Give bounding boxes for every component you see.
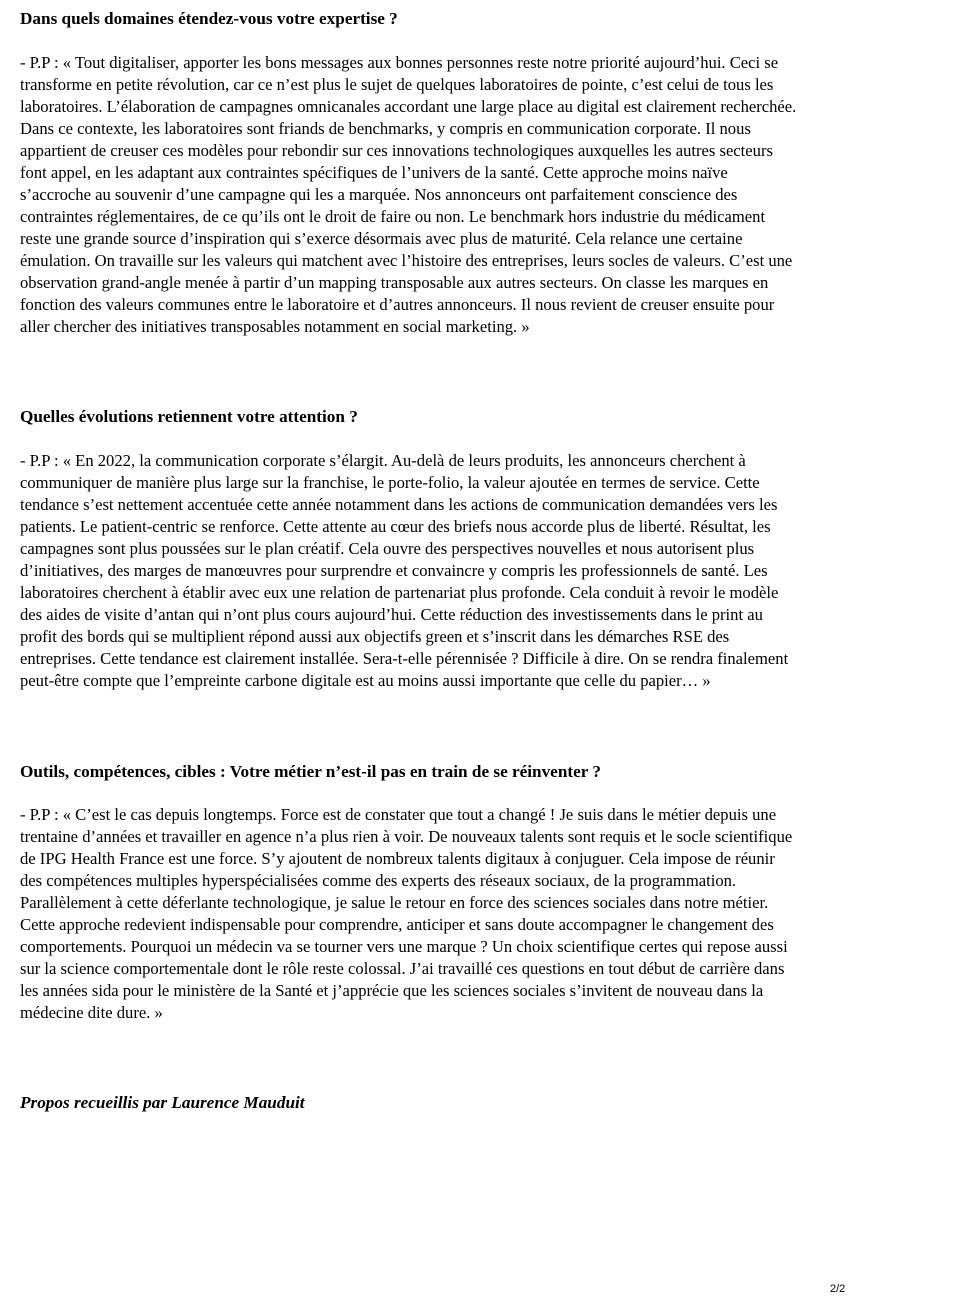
interview-byline: Propos recueillis par Laurence Mauduit [20, 1093, 305, 1112]
answer-1-line-5: appartient de creuser ces modèles pour rebondir sur ces innovations technologiques auxquelles les autres secteurs [20, 141, 773, 160]
question-heading-1: Dans quels domaines étendez-vous votre expertise ? [20, 9, 398, 28]
answer-2-line-5: campagnes sont plus poussées sur le plan créatif. Cela ouvre des perspectives nouvelles et nous autorisent plus [20, 539, 755, 558]
answer-3-line-8: sur la science comportementale dont le rôle reste colossal. J’ai travaillé ces questions en tout début de carrière dans [20, 959, 785, 978]
answer-paragraph-1 [20, 52, 942, 338]
answer-paragraph-3 [20, 804, 942, 1024]
answer-1-line-6: font appel, en les adaptant aux contraintes spécifiques de l’univers de la santé. Cette approche moins naïve [20, 163, 728, 182]
answer-1-line-8: contraintes réglementaires, de ce qu’ils ont le droit de faire ou non. Le benchmark hors industrie du médicament [20, 207, 766, 226]
answer-3-line-5: Parallèlement à cette déferlante technologique, je salue le retour en force des sciences sociales dans notre métier. [20, 893, 769, 912]
answer-1-line-12: fonction des valeurs communes entre le laboratoire et d’autres annonceurs. Il nous revient de creuser ensuite pour [20, 295, 775, 314]
answer-2-line-1: - P.P : « En 2022, la communication corporate s’élargit. Au-delà de leurs produits, les annonceurs cherchent à [20, 451, 746, 470]
answer-1-line-9: reste une grande source d’inspiration qui s’exerce désormais avec plus de maturité. Cela relance une certaine [20, 229, 743, 248]
page-number: 2/2 [830, 1283, 846, 1295]
answer-2-line-2: communiquer de manière plus large sur la franchise, le porte-folio, la valeur ajoutée en termes de service. Cette [20, 473, 760, 492]
answer-3-line-10: médecine dite dure. » [20, 1003, 163, 1022]
answer-2-line-10: entreprises. Cette tendance est clairement installée. Sera-t-elle pérennisée ? Difficile à dire. On se rendra finalement [20, 649, 789, 668]
answer-3-line-7: comportements. Pourquoi un médecin va se tourner vers une marque ? Un choix scientifique certes qui repose aussi [20, 937, 788, 956]
answer-2-line-3: tendance s’est nettement accentuée cette année notamment dans les actions de communication demandées vers les [20, 495, 778, 514]
answer-2-line-6: d’initiatives, des marges de manœuvres pour surprendre et convaincre y compris les professionnels de santé. Les [20, 561, 768, 580]
answer-2-line-11: peut-être compte que l’empreinte carbone digitale est au moins aussi importante que celle du papier… » [20, 671, 711, 690]
answer-1-line-3: laboratoires. L’élaboration de campagnes omnicanales accordant une large place au digital est clairement recherchée. [20, 97, 797, 116]
answer-1-line-4: Dans ce contexte, les laboratoires sont friands de benchmarks, y compris en communication corporate. Il nous [20, 119, 751, 138]
answer-1-line-1: - P.P : « Tout digitaliser, apporter les bons messages aux bonnes personnes reste notre priorité aujourd’hui. Ceci se [20, 53, 779, 72]
answer-2-line-7: laboratoires cherchent à établir avec eux une relation de partenariat plus profonde. Cela conduit à revoir le modèle [20, 583, 779, 602]
question-heading-2: Quelles évolutions retiennent votre attention ? [20, 407, 358, 426]
answer-3-line-4: des compétences multiples hyperspécialisées comme des experts des réseaux sociaux, de la programmation. [20, 871, 737, 890]
answer-2-line-8: des aides de visite d’antan qui n’ont plus cours aujourd’hui. Cette réduction des investissements dans le print au [20, 605, 763, 624]
answer-3-line-3: de IPG Health France est une force. S’y ajoutent de nombreux talents digitaux à conjuguer. Cela impose de réunir [20, 849, 775, 868]
answer-3-line-9: les années sida pour le ministère de la Santé et j’apprécie que les sciences sociales s’invitent de nouveau dans la [20, 981, 764, 1000]
answer-1-line-10: émulation. On travaille sur les valeurs qui matchent avec l’histoire des entreprises, leurs socles de valeurs. C’est une [20, 251, 793, 270]
answer-1-line-13: aller chercher des initiatives transposables notamment en social marketing. » [20, 317, 530, 336]
answer-1-line-11: observation grand-angle menée à partir d’un mapping transposable aux autres secteurs. On classe les marques en [20, 273, 769, 292]
answer-1-line-7: s’accroche au souvenir d’une campagne qui les a marquée. Nos annonceurs ont parfaitement conscience des [20, 185, 738, 204]
answer-3-line-2: trentaine d’années et travailler en agence n’a plus rien à voir. De nouveaux talents sont requis et le socle scientifique [20, 827, 793, 846]
answer-paragraph-2 [20, 450, 942, 692]
answer-3-line-6: Cette approche redevient indispensable pour comprendre, anticiper et sans doute accompagner le changement des [20, 915, 774, 934]
question-heading-3: Outils, compétences, cibles : Votre métier n’est-il pas en train de se réinventer ? [20, 762, 601, 781]
answer-2-line-4: patients. Le patient-centric se renforce. Cette attente au cœur des briefs nous accorde plus de liberté. Résultat, les [20, 517, 771, 536]
answer-2-line-9: profit des bords qui se multiplient répond aussi aux objectifs green et s’inscrit dans les démarches RSE des [20, 627, 730, 646]
answer-1-line-2: transforme en petite révolution, car ce n’est plus le sujet de quelques laboratoires de pointe, c’est celui de tous les [20, 75, 774, 94]
answer-3-line-1: - P.P : « C’est le cas depuis longtemps. Force est de constater que tout a changé ! Je suis dans le métier depuis une [20, 805, 777, 824]
